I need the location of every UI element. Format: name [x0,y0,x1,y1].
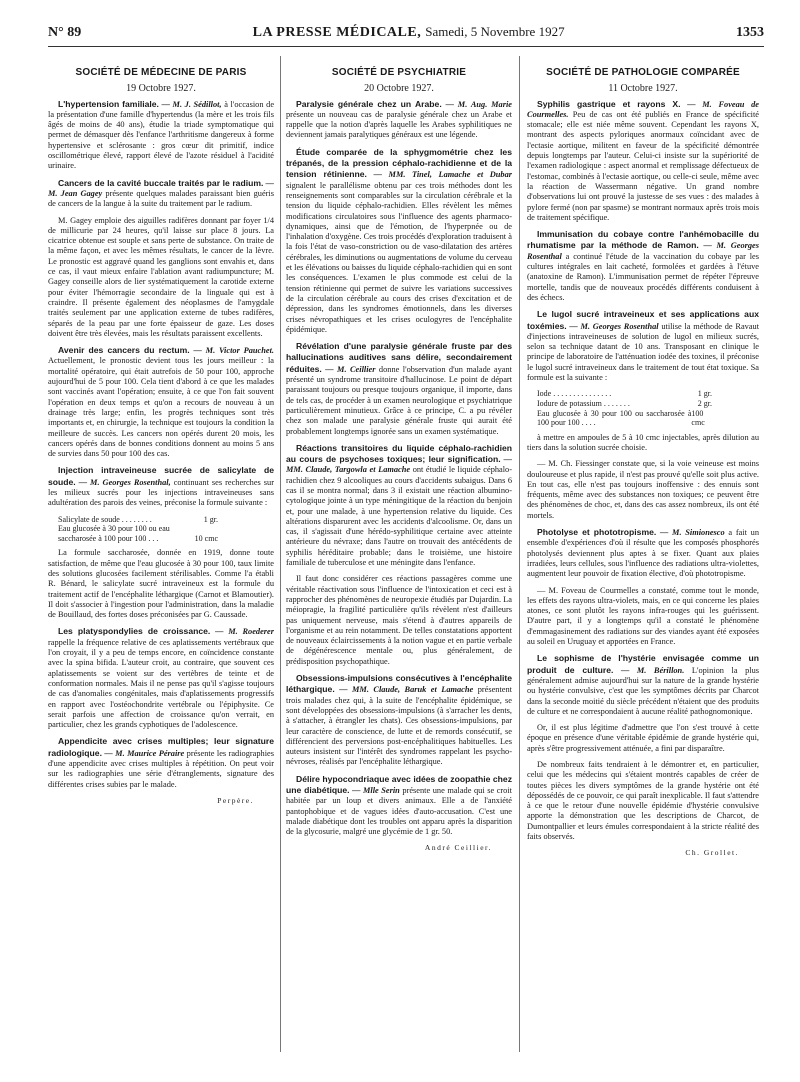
formula-qty: 2 gr. [697,398,712,408]
article-author: — M. Aug. Marie [445,99,512,109]
article [48,178,274,210]
article-text: La formule saccharosée, donnée en 1919, donne toute satisfaction, de même que l'eau glucosée à 30 pour 100, taux limite des solutions glucosées facilement stérilisables. Comme l'a établi R. Bénard, le salicylate sucré intraveineux est la formule du traitement actif de l'encéphalite léthargique (Carnot et Blamoutier). Il doit s'associer à l'ingestion pour l'administration, dans la maladie de Bouillaud, des fortes doses préconisées par G. Caussade. [48,548,274,620]
column-pathologie [527,54,759,1054]
issue-number: N° 89 [48,25,82,40]
column-medecine [48,54,274,1054]
article-author: — M. J. Sédillot, [161,99,222,109]
article [527,309,759,383]
article-heading: Injection intraveineuse sucrée de salicylate de soude. [48,465,274,487]
article-author: — MM. Tinel, Lamache et Dubar [373,170,512,180]
section-date: 19 Octobre 1927. [126,83,196,95]
article-heading: Obsessions-impulsions consécutives à l'encéphalite léthargique. [286,673,512,695]
article [527,229,759,303]
formula-item: Eau glucosée à 30 pour 100 ou saccharosée à 100 pour 100 . . . . [537,408,692,428]
article-text: à l'occasion de la présentation d'une famille d'hypertendus (la mère et les trois fils âgés de moins de 40 ans), étudie la triade symptomatique qui permet de démasquer dès l'enfance l'arthritisme dangereux à forme hypertensive et sclérosante : gros cœur dit primitif, indice oscillométrique élevé, rapport élevé de l'azote résiduel à l'acidité urinaire. [48,99,274,171]
article [286,774,512,838]
article-text: à mettre en ampoules de 5 à 10 cmc injectables, après dilution au tiers dans la solution sucrée choisie. [527,432,759,452]
article-text: présente quelques malades paraissant bien guéris de cancers de la langue à la suite du traitement par le radium. [48,188,274,209]
article-heading: Le lugol sucré intraveineux et ses applications aux toxémies. [527,309,759,331]
article-text: De nombreux faits tendraient à le démontrer et, en particulier, celui que les médecins qui s'étaient montrés capables de créer de toutes pièces les divers symptômes de la grande hystérie ont été dépossédés de ce pouvoir, ce qui paraît inexplicable. Il faut s'attendre à ce que le retour d'une nouvelle épidémie d'hystérie convulsive apporte la démonstration que les descriptions de Charcot, de Dumontpallier et leurs émules correspondaient à la stricte réalité des faits observés. [527,760,759,842]
formula-item: Eau glucosée à 30 pour 100 ou eau [58,524,170,534]
article-author: — MM. Claude, Targowla et Lamache [286,455,512,475]
column-divider [280,56,281,1052]
article-text: utilise la méthode de Ravaut d'injections intraveineuses de solution de lugol en milieux sucrés, selon sa technique datant de 10 ans. Transposant en clinique le principe de laboratoire de l'atténuation iodée des toxines, il préconise le lugol sucré intraveineux dans le traitement de tout état toxique. Sa formule est la suivante : [527,321,759,383]
article [286,99,512,141]
article-text: Or, il est plus légitime d'admettre que l'on s'est trouvé à cette époque en présence d'une véritable épidémie de grande hystérie qui, après s'être progressivement atténuée, a fini par disparaître. [527,723,759,753]
article-heading: Étude comparée de la sphygmométrie chez les trépanés, de la pression céphalo-rachidienne et de la tension rétinienne. [286,146,512,180]
article-heading: Appendicite avec crises multiples; leur signature radiologique. [48,736,274,758]
formula-item: saccharosée à 100 pour 100 . . . [58,533,159,543]
article-text: donne l'observation d'un malade ayant présenté un syndrome transitoire d'hallucinose. Le point de départ paraissant toujours ou presque toujours organique, il importe, dans de tels cas, de procéder à un examen neurologique et psychiatrique particulièrement minutieux. Grâce à ce principe, C. a pu révéler chez son malade une paralysie générale fruste qui aurait été probablement longtemps ignorée sans un examen systématique. [286,364,512,436]
article [48,465,274,508]
article [527,653,759,717]
article-author: — MM. Claude, Baruk et Lamache [339,685,474,695]
article-text: Actuellement, le pronostic devient tous les jours meilleur : la mortalité opératoire, qui était autrefois de 50 pour 100, approche aujourd'hui de 5 pour 100. Cela tient d'abord à ce que les malades sont vaccinés avant l'opération; ensuite, à ce que l'on fait souvent l'opération en deux temps et qu'on a recours de nouveau à un drainage très large; enfin, les progrès techniques sont très importants et, en chirurgie, la technique est toujours la condition la meilleure de succès. Les cancers non opérés durent 20 mois, les cancers opérés dans de bonnes conditions donnent au moins 5 ans de survies dans 50 pour 100 des cas. [48,356,274,459]
article [286,147,512,335]
article-author: — Mlle Serin [352,786,400,795]
formula-salicylate [58,515,274,544]
article-text: a fait un ensemble d'expériences d'où il résulte que les composés phosphorés photolysés deviennent plus aptes à se fixer. Quant aux plaies irradiées, leurs cellules, sous l'influence des radiations ultra-violettes, augmentent leur pouvoir de fixation élective, d'où phototropisme. [527,528,759,579]
article-heading: Réactions transitoires du liquide céphalo-rachidien au cours de psychoses toxiques; leur signification. [286,442,512,465]
article-heading: Cancers de la cavité buccale traités par le radium. [58,177,264,188]
section-signature: Ch. Grollet. [685,848,739,858]
masthead [253,24,565,41]
formula-row [58,524,218,534]
formula-qty: 1 gr. [697,389,712,399]
article [527,527,759,579]
article-text: — M. Foveau de Courmelles a constaté, comme tout le monde, les effets des rayons ultra-violets, mais, en ce qui concerne les plaies atones, ce sont plutôt les rayons infra-rouges qui les guérissent. D'autre part, il y a longtemps qu'il a constaté le phénomène d'emmagasinement des radiations sur des viandes ayant été exposées au soleil en Uruguay et apportées en France. [527,585,759,647]
article [286,341,512,437]
section-signature: André Ceillier. [424,843,492,853]
article-heading: Syphilis gastrique et rayons X. [537,98,681,109]
formula-item: Salicylate de soude . . . . . . . . [58,514,152,524]
article-author: — M. Roederer [215,627,274,637]
formula-row [58,515,218,525]
article-author: — M. Foveau de Courmelles. [527,99,759,119]
article-heading: Photolyse et phototropisme. [537,527,657,538]
article-text: ont étudié le liquide céphalo-rachidien chez 9 alcooliques au cours d'accidents subaigus. Dans 6 cas il se montra normal; dans 3 il existait une réaction albumino-cytologique jointe à un type méningitique de la réaction du benjoin et, pour une malade, à une hypertension relative du liquide. Ces altérations disparurent avec les accidents d'alcoolisme. Or, dans un cas, il s'agissait d'une hérédo-syphilitique certaine avec atteinte antérieure du névraxe; dans l'autre on trouvait des antécédents de syphilis héréditaire probable; dans le troisième, une histoire familiale de tuberculose et une méningite dans l'enfance. [286,465,512,568]
article [48,626,274,730]
page-number: 1353 [736,25,764,40]
article-heading: Avenir des cancers du rectum. [58,345,190,356]
formula-qty: 1 gr. [203,514,218,524]
article-heading: Immunisation du cobaye contre l'anhémobacille du rhumatisme par la méthode de Ramon. [527,229,759,251]
page-header [48,24,764,47]
formula-item: Iodure de potassium . . . . . . . [537,398,630,408]
article-heading: Le sophisme de l'hystérie envisagée comme un produit de culture. [527,653,759,675]
article-author: — M. Simionesco [660,528,725,538]
section-title: SOCIÉTÉ DE PATHOLOGIE COMPARÉE [546,67,740,78]
journal-title: LA PRESSE MÉDICALE, [252,25,422,40]
formula-qty: 10 cmc [194,533,218,543]
section-date: 20 Octobre 1927. [364,83,434,95]
article-author: — M. Maurice Péraire [104,748,185,758]
article-author: — M. Georges Rosenthal [569,321,659,331]
article-heading: Délire hypocondriaque avec idées de zoopathie chez une diabétique. [286,773,512,795]
formula-item: Iode . . . . . . . . . . . . . . . [537,389,612,399]
section-title: SOCIÉTÉ DE PSYCHIATRIE [331,67,467,78]
article-text: continuant ses recherches sur les milieux sucrés pour les injections intraveineuses sans adultération des parois des veines, préconise la formule suivante : [48,477,274,508]
formula-row [537,409,712,428]
article-text: M. Gagey emploie des aiguilles radifères donnant par foyer 1/4 de millicurie par 24 heures, qu'il laisse sur place 8 jours. La cicatrice obtenue est souple et sans perte de substance. On traite de la même façon, et avec les mêmes résultats, le cancer de la lèvre. Le pronostic est aggravé quand les ganglions sont envahis et, dans ce cas, il vaut mieux enfaire l'ablation avant radiumpuncture; M. Gagey conseille alors de lier systématiquement la carotide externe pour éviter l'hémorragie secondaire de la linguale qui est à craindre. Il présente également des néoplasmes de l'amygdale traités seulement par une application externe de tubes radifères, séparés de la peau par une forte épaisseur de gaze. Les doses doivent être très élevées, mais les résultats paraissent excellents. [48,215,274,338]
article [48,736,274,789]
article-text: présente les radiographies d'une appendicite avec crises multiples à répétition. On peut voir sur les radiographies une série d'étranglements, signature des différentes crises subies par le malade. [48,748,274,789]
article-text: Il faut donc considérer ces réactions passagères comme une véritable réactivation sous l'influence de l'intoxication et ceci est à rapprocher des phénomènes de neuropexie étudiés par Dujardin. La méiopragie, la fragilité particulière qu'ils révèlent n'est d'ailleurs pas uniquement nerveuse, mais s'étend à d'autres appareils de l'organisme et au rein notamment. De telles constatations apportent de nouveaux éclaircissements à la notion vague et en partie verbale de dégénérescence mentale ou, plus généralement, de prédisposition psychopathique. [286,574,512,666]
article-author: — M. Jean Gagey [48,178,274,198]
article-heading: Paralysie générale chez un Arabe. [296,98,442,109]
article-text: présente une malade qui se croit habitée par un loup et divers animaux. Elle a de l'anxiété pantophobique et de vagues idées d'auto-accusation. C'est une malade diabétique dont les troubles ont apparu après la disparition de la glycosurie, malgré une glycémie de 1 gr. 50. [286,786,512,837]
article-author: — M. Victor Pauchet. [193,346,274,356]
column-divider [519,56,520,1052]
article-text: Peu de cas ont été publiés en France de spécificité stomacale; elle est niée même souvent. Cependant les rayons X, montrant des aspects pyloriques anormaux coïncidant avec de l'ectasie aortique, militent en faveur de la spécificité démontrée depuis longtemps par l'auteur. Celui-ci insiste sur la supériorité de l'examen radiologique : aspect anormal et remplissage défectueux de l'estomac, combinés à l'ectasie aortique, ou celle-ci seule, même avec la réaction de Wassermann négative. Un grand nombre d'observations lui ont prouvé la justesse de ses vues : des malades à pylore fermé (non par spasme) se montrant normaux après trois mois de traitement spécifique. [527,109,759,222]
article-text: signalent le parallélisme obtenu par ces trois méthodes dont les renseignements sont comparables sur la circulation cérébrale et la tension du liquide céphalo-rachidien. Elles révèlent les mêmes modifications circulatoires sous l'influence des agents pharmaco-dynamiques, ainsi que de l'émotion, de l'hyperpnée ou de l'inhalation d'oxygène. Ces trois procédés d'exploration traduisent à la fois l'état de vaso-constriction ou de vaso-dilatation des artères cérébrales, les diminutions ou augmentations de volume du cerveau et les élévations ou baisses du liquide céphalo-rachidien qui en sont les conséquences. L'examen le plus commode est celui de la tension rétinienne qui permet de suivre les variations successives de la circulation cérébrale au cours des crises d'excitation et de dépression, dans les syndromes émotionnels, dans les diverses crises névropathiques et les crises oculogyres de l'encéphalite épidémique. [286,180,512,334]
article-author: — M. Georges Rosenthal, [78,477,171,487]
article [286,443,512,569]
article [48,99,274,172]
article [527,99,759,224]
formula-lugol [537,389,759,427]
article-text: présente un nouveau cas de paralysie générale chez un Arabe et rappelle que la notion d'après laquelle les Arabes syphilitiques ne deviennent jamais paralytiques généraux est une légende. [286,109,512,140]
article [48,345,274,459]
column-psychiatrie [286,54,512,1054]
section-title: SOCIÉTÉ DE MÉDECINE DE PARIS [75,67,247,78]
section-date: 11 Octobre 1927. [608,83,678,95]
formula-row [537,389,712,399]
article-text: — M. Ch. Fiessinger constate que, si la voie veineuse est moins douloureuse et plus rapide, il n'est pas prouvé qu'elle soit plus active. En tout cas, elle n'est pas toujours inoffensive : des ennuis sont fréquents, même avec des substances non toxiques; ce peuvent être des phénomènes de choc, et, dans des cas assez nombreux, ils ont été mortels. [527,459,759,520]
article-author: — M. Ceillier [325,364,376,374]
article-text: rappelle la fréquence relative de ces aplatissements vertébraux que l'on croyait, il y a peu de temps encore, en coïncidence constante avec la spina bifida. L'auteur croit, au contraire, que souvent ces aplatissements se voient sur des vertèbres de teinte et de conformation normales. Mais il ne pense pas qu'il s'agisse toujours de cas d'anomalies congénitales, mais d'aplatissements progressifs en rapport avec l'ostéochondrite vertébrale ou l'épiphysite. Ce serait parfois une affection de croissance qu'on verrait, en particulier, chez les grands cyphotiques de l'adolescence. [48,637,274,730]
issue-date: Samedi, 5 Novembre 1927 [425,24,565,39]
article-author: — M. Georges Rosenthal [527,241,759,261]
article [286,673,512,768]
article-heading: Les platyspondylies de croissance. [58,626,211,637]
formula-row [537,399,712,409]
formula-qty: 100 cmc [691,408,705,428]
article-text: a continué l'étude de la vaccination du cobaye par les cultures intégrales en lait cacheté, formolées et gardées à l'étuve (anatoxine de Ramon). L'immunisation permet de répéter l'épreuve mortelle, tandis que de nouveaux procédés différents conduisent à des échecs. [527,251,759,302]
article-heading: L'hypertension familiale. [58,98,159,109]
article-heading: Révélation d'une paralysie générale fruste par des hallucinations auditives sans délire, secondairement réduites. [286,341,512,374]
article-text: présentent trois malades chez qui, à la suite de l'encéphalite épidémique, se sont développées des obsessions-impulsions (à s'arracher les dents, à s'attacher, à étrangler les chats). Ces obsessions-impulsions, par leur caractère de conscience, de lutte et de remords consécutif, se différencient des perversions post-encéphalitiques habituelles. Les auteurs insistent sur l'intérêt des syndromes rappelant les psycho-névroses, réalisés par l'encéphalite léthargique. [286,685,512,767]
formula-row [58,534,218,544]
article-author: — M. Bérillon. [620,665,685,675]
section-signature: Perpère. [217,795,254,805]
article-text: L'opinion la plus généralement admise aujourd'hui sur la nature de la grande hystérie ou hystérie convulsive, c'est que les symptômes décrits par Charcot dans la seconde moitié du siècle précédent n'étaient que des produits de culture et ne correspondaient à aucune réalité pathognomonique. [527,665,759,716]
